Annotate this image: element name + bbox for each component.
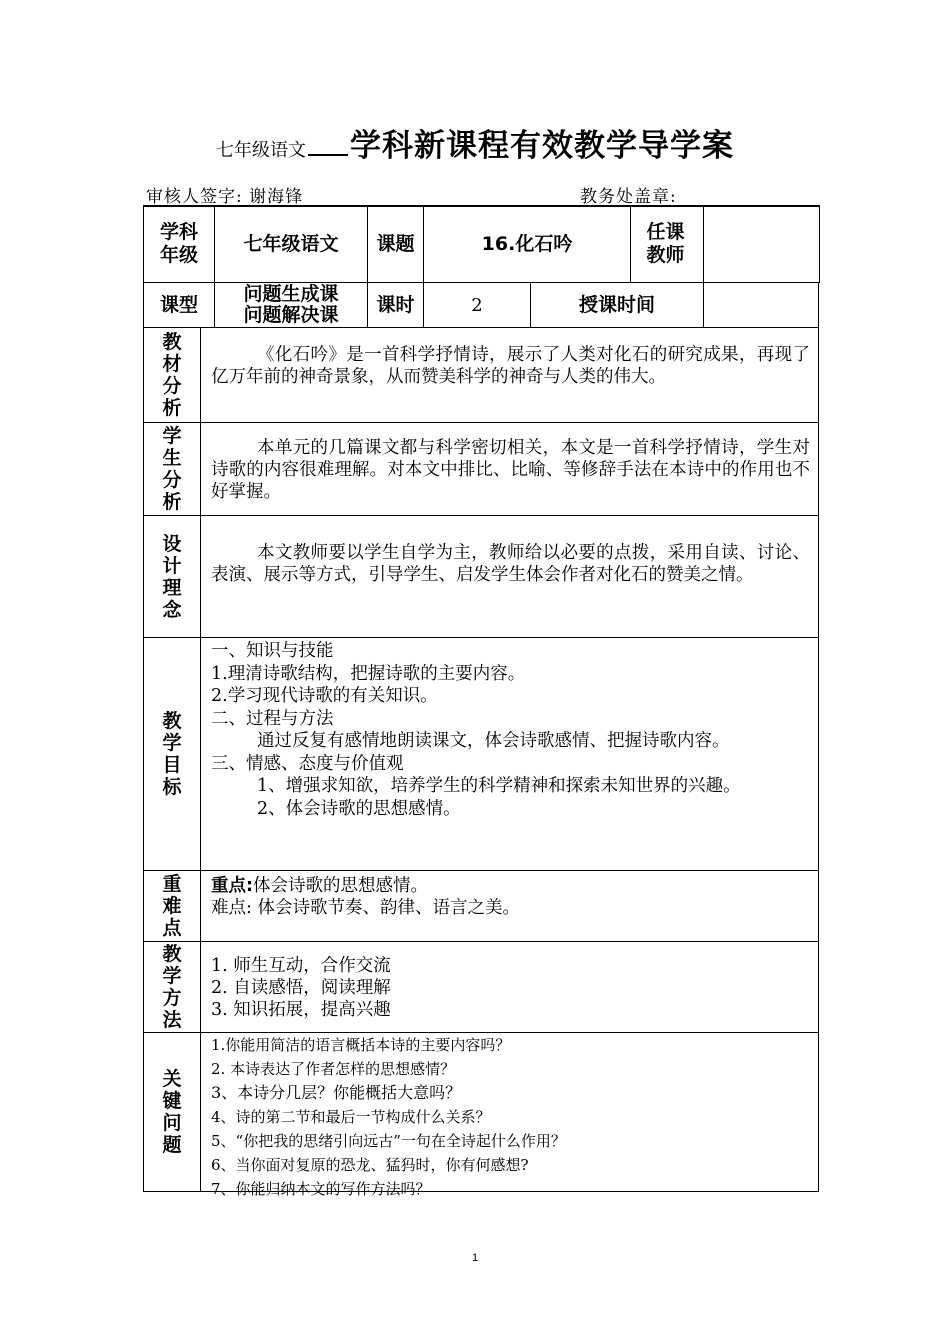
question-line: 4、诗的第二节和最后一节构成什么关系？ <box>211 1108 491 1126</box>
title-blank-line <box>308 134 348 156</box>
goal-line: 1.理清诗歌结构，把握诗歌的主要内容。 <box>211 663 526 684</box>
teaching-methods-label <box>143 941 201 1033</box>
goal-line: 2、体会诗歌的思想感情。 <box>257 798 461 819</box>
textbook-analysis-text: 《化石吟》是一首科学抒情诗，展示了人类对化石的研究成果，再现了亿万年前的神奇景象，从而赞美科学的神奇与人类的伟大。 <box>200 327 819 423</box>
teaching-goals-text <box>200 637 819 871</box>
class-time-value[interactable] <box>703 282 819 328</box>
difficult-point-line: 难点: 体会诗歌节奏、韵律、语言之美。 <box>211 898 520 918</box>
key-point-text: 体会诗歌的思想感情。 <box>253 876 428 896</box>
key-difficulty-label-text: 重难点 <box>162 873 182 939</box>
lesson-type-value <box>214 282 368 328</box>
design-concept-text: 本文教师要以学生自学为主，教师给以必要的点拨，采用自读、讨论、表演、展示等方式，引导学生、启发学生体会作者对化石的赞美之情。 <box>200 515 819 638</box>
topic-value: 16.化石吟 <box>423 205 631 283</box>
page-number: 1 <box>471 1252 479 1264</box>
key-point-line <box>211 875 810 897</box>
question-line: 3、本诗分几层？你能概括大意吗？ <box>211 1083 462 1102</box>
question-line: 5、“你把我的思绪引向远古”一句在全诗起什么作用？ <box>211 1132 566 1150</box>
textbook-analysis-label-text: 教材分析 <box>162 331 182 419</box>
key-difficulty-text <box>200 870 819 942</box>
teaching-methods-label-text: 教学方法 <box>162 943 182 1031</box>
hours-value: 2 <box>423 282 531 328</box>
class-time-label: 授课时间 <box>530 282 704 328</box>
textbook-analysis-label <box>143 327 201 423</box>
student-analysis-label <box>143 422 201 516</box>
key-difficulty-label <box>143 870 201 942</box>
teaching-goals-label <box>143 637 201 871</box>
teaching-methods-text <box>200 941 819 1033</box>
student-analysis-text: 本单元的几篇课文都与科学密切相关，本文是一首科学抒情诗，学生对诗歌的内容很难理解。对本文中排比、比喻、等修辞手法在本诗中的作用也不好掌握。 <box>200 422 819 516</box>
hours-label: 课时 <box>367 282 424 328</box>
reviewer-signature: 审核人签字: 谢海锋 <box>146 187 304 207</box>
title-subject: 七年级语文 <box>216 140 306 161</box>
design-concept-label <box>143 515 201 638</box>
goal-line: 通过反复有感情地朗读课文，体会诗歌感情、把握诗歌内容。 <box>257 731 730 751</box>
subject-grade-value: 七年级语文 <box>214 205 368 283</box>
design-concept-label-text: 设计理念 <box>162 532 182 621</box>
question-line: 1.你能用简洁的语言概括本诗的主要内容吗？ <box>211 1036 511 1054</box>
student-analysis-label-text: 学生分析 <box>162 425 182 513</box>
method-line: 2. 自读感悟，阅读理解 <box>211 978 391 998</box>
goal-line: 2.学习现代诗歌的有关知识。 <box>211 686 438 706</box>
lesson-type-value-1: 问题生成课 <box>243 283 339 305</box>
topic-label: 课题 <box>367 205 424 283</box>
key-questions-text <box>200 1032 819 1198</box>
title-main: 学科新课程有效教学导学案 <box>350 128 734 164</box>
goal-line: 三、情感、态度与价值观 <box>211 753 404 774</box>
signature-line <box>143 182 819 207</box>
document-title <box>0 120 950 165</box>
teacher-label: 任课教师 <box>646 221 685 266</box>
teacher-value[interactable] <box>703 205 819 283</box>
key-point-label: 重点: <box>211 876 253 896</box>
question-line: 2. 本诗表达了作者怎样的思想感情？ <box>211 1060 456 1078</box>
goal-line: 1、增强求知欲，培养学生的科学精神和探索未知世界的兴趣。 <box>257 776 741 796</box>
key-questions-label-text: 关键问题 <box>162 1068 182 1156</box>
question-line: 7、你能归纳本文的写作方法吗？ <box>211 1180 431 1198</box>
lesson-type-label: 课型 <box>143 282 215 328</box>
key-questions-label <box>143 1032 201 1192</box>
method-line: 1. 师生互动，合作交流 <box>211 956 391 976</box>
office-stamp: 教务处盖章: <box>580 187 677 207</box>
goal-line: 二、过程与方法 <box>211 708 334 729</box>
question-line: 6、当你面对复原的恐龙、猛犸时，你有何感想? <box>211 1156 529 1174</box>
method-line: 3. 知识拓展，提高兴趣 <box>211 1000 391 1020</box>
teaching-goals-label-text: 教学目标 <box>162 710 182 798</box>
lesson-type-value-2: 问题解决课 <box>243 304 339 326</box>
goal-line: 一、知识与技能 <box>211 641 334 661</box>
subject-grade-label: 学科年级 <box>143 205 215 283</box>
